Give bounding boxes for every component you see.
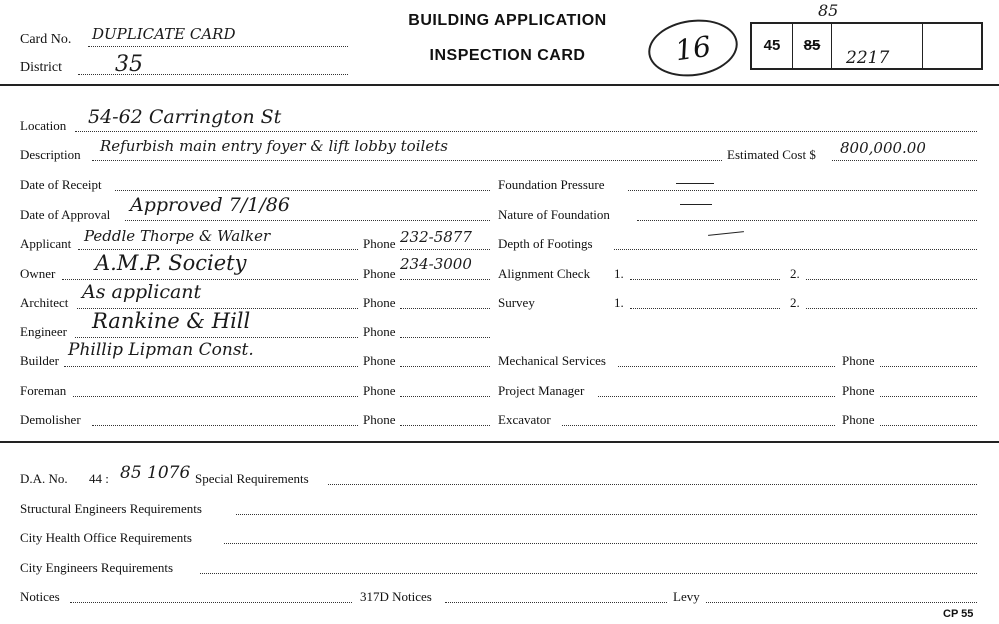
- survey-1-dotted-line: [630, 308, 780, 309]
- location-value[interactable]: 54-62 Carrington St: [88, 106, 282, 128]
- form-code: CP 55: [943, 608, 974, 620]
- depth-footings-label: Depth of Footings: [498, 236, 593, 251]
- nature-foundation-dash: [680, 204, 712, 205]
- da-no-value[interactable]: 85 1076: [120, 463, 191, 483]
- location-label: Location: [20, 118, 67, 133]
- date-approval-dotted-line: [125, 220, 490, 221]
- file-number-box: [750, 22, 983, 70]
- owner-phone-value[interactable]: 234-3000: [400, 255, 472, 273]
- estimated-cost-value[interactable]: 800,000.00: [840, 139, 926, 157]
- architect-phone-dotted-line: [400, 308, 490, 309]
- owner-phone-label: Phone: [363, 266, 396, 281]
- header-rule: [0, 84, 999, 86]
- bottom-section-rule: [0, 441, 999, 443]
- form-title-line1: BUILDING APPLICATION: [408, 12, 607, 29]
- applicant-phone-dotted-line: [400, 249, 490, 250]
- owner-dotted-line: [62, 279, 358, 280]
- demolisher-phone-dotted-line: [400, 425, 490, 426]
- alignment-check-2-dotted-line: [806, 279, 977, 280]
- engineer-phone-label: Phone: [363, 324, 396, 339]
- 317d-notices-label: 317D Notices: [360, 589, 432, 604]
- structural-requirements-dotted-line: [236, 514, 977, 515]
- date-receipt-dotted-line: [115, 190, 490, 191]
- 317d-notices-dotted-line: [445, 602, 667, 603]
- district-value[interactable]: 35: [115, 52, 143, 77]
- applicant-dotted-line: [78, 249, 358, 250]
- estimated-cost-dotted-line: [832, 160, 977, 161]
- circled-number-oval: [645, 14, 742, 82]
- foundation-pressure-label: Foundation Pressure: [498, 177, 605, 192]
- foreman-dotted-line: [73, 396, 358, 397]
- structural-requirements-label: Structural Engineers Requirements: [20, 501, 202, 516]
- demolisher-label: Demolisher: [20, 412, 81, 427]
- survey-label: Survey: [498, 295, 535, 310]
- file-number-cell-1: 45: [752, 24, 793, 68]
- mechanical-phone-dotted-line: [880, 366, 977, 367]
- demolisher-dotted-line: [92, 425, 358, 426]
- estimated-cost-label: Estimated Cost $: [727, 147, 816, 162]
- project-manager-dotted-line: [598, 396, 835, 397]
- form-title-line2: INSPECTION CARD: [429, 47, 586, 64]
- health-office-requirements-label: City Health Office Requirements: [20, 530, 192, 545]
- alignment-check-label: Alignment Check: [498, 266, 591, 281]
- project-manager-label: Project Manager: [498, 383, 585, 398]
- date-approval-label: Date of Approval: [20, 207, 111, 222]
- file-number-cell-3: 2217: [832, 24, 923, 68]
- struck-value: 85: [803, 37, 821, 54]
- architect-value[interactable]: As applicant: [82, 281, 202, 303]
- survey-1-label: 1.: [614, 295, 624, 310]
- engineer-label: Engineer: [20, 324, 67, 339]
- box-correction-note: 85: [818, 1, 839, 20]
- applicant-phone-label: Phone: [363, 236, 396, 251]
- architect-phone-label: Phone: [363, 295, 396, 310]
- applicant-value[interactable]: Peddle Thorpe & Walker: [84, 227, 271, 245]
- levy-label: Levy: [673, 589, 700, 604]
- alignment-check-1-dotted-line: [630, 279, 780, 280]
- da-no-prefix: 44 :: [89, 471, 109, 486]
- applicant-label: Applicant: [20, 236, 72, 251]
- mechanical-phone-label: Phone: [842, 353, 875, 368]
- project-manager-phone-dotted-line: [880, 396, 977, 397]
- builder-label: Builder: [20, 353, 59, 368]
- card-no-value[interactable]: DUPLICATE CARD: [92, 25, 236, 43]
- description-label: Description: [20, 147, 81, 162]
- foundation-pressure-dash: [676, 183, 714, 184]
- depth-footings-dotted-line: [614, 249, 977, 250]
- builder-phone-label: Phone: [363, 353, 396, 368]
- city-engineers-requirements-dotted-line: [200, 573, 977, 574]
- date-approval-value[interactable]: Approved 7/1/86: [130, 194, 290, 216]
- survey-2-label: 2.: [790, 295, 800, 310]
- architect-label: Architect: [20, 295, 69, 310]
- alignment-check-1-label: 1.: [614, 266, 624, 281]
- card-no-dotted-line: [88, 46, 348, 47]
- applicant-phone-value[interactable]: 232-5877: [400, 228, 472, 246]
- nature-foundation-dotted-line: [637, 220, 977, 221]
- special-requirements-label: Special Requirements: [195, 471, 309, 486]
- file-number-cell-2: [793, 24, 832, 68]
- date-receipt-label: Date of Receipt: [20, 177, 102, 192]
- project-manager-phone-label: Phone: [842, 383, 875, 398]
- notices-dotted-line: [70, 602, 352, 603]
- builder-dotted-line: [64, 366, 358, 367]
- owner-phone-dotted-line: [400, 279, 490, 280]
- alignment-check-2-label: 2.: [790, 266, 800, 281]
- mechanical-services-dotted-line: [618, 366, 835, 367]
- health-office-requirements-dotted-line: [224, 543, 977, 544]
- excavator-dotted-line: [562, 425, 835, 426]
- da-no-label: D.A. No.: [20, 471, 68, 486]
- demolisher-phone-label: Phone: [363, 412, 396, 427]
- levy-dotted-line: [706, 602, 977, 603]
- location-dotted-line: [75, 131, 977, 132]
- nature-foundation-label: Nature of Foundation: [498, 207, 610, 222]
- builder-value[interactable]: Phillip Lipman Const.: [68, 340, 254, 360]
- notices-label: Notices: [20, 589, 60, 604]
- description-dotted-line: [92, 160, 722, 161]
- foreman-label: Foreman: [20, 383, 67, 398]
- builder-phone-dotted-line: [400, 366, 490, 367]
- excavator-label: Excavator: [498, 412, 551, 427]
- owner-label: Owner: [20, 266, 56, 281]
- excavator-phone-label: Phone: [842, 412, 875, 427]
- foundation-pressure-dotted-line: [628, 190, 977, 191]
- circled-number: 16: [673, 29, 714, 68]
- district-label: District: [20, 60, 62, 75]
- description-value[interactable]: Refurbish main entry foyer & lift lobby toilets: [100, 137, 448, 155]
- card-no-label: Card No.: [20, 32, 72, 47]
- file-number-cell-4: [923, 24, 981, 68]
- depth-footings-dash: [708, 231, 744, 236]
- engineer-phone-dotted-line: [400, 337, 490, 338]
- foreman-phone-dotted-line: [400, 396, 490, 397]
- survey-2-dotted-line: [806, 308, 977, 309]
- engineer-dotted-line: [75, 337, 358, 338]
- owner-value[interactable]: A.M.P. Society: [95, 251, 247, 275]
- mechanical-services-label: Mechanical Services: [498, 353, 606, 368]
- special-requirements-dotted-line: [328, 484, 977, 485]
- engineer-value[interactable]: Rankine & Hill: [92, 309, 251, 333]
- foreman-phone-label: Phone: [363, 383, 396, 398]
- excavator-phone-dotted-line: [880, 425, 977, 426]
- city-engineers-requirements-label: City Engineers Requirements: [20, 560, 174, 575]
